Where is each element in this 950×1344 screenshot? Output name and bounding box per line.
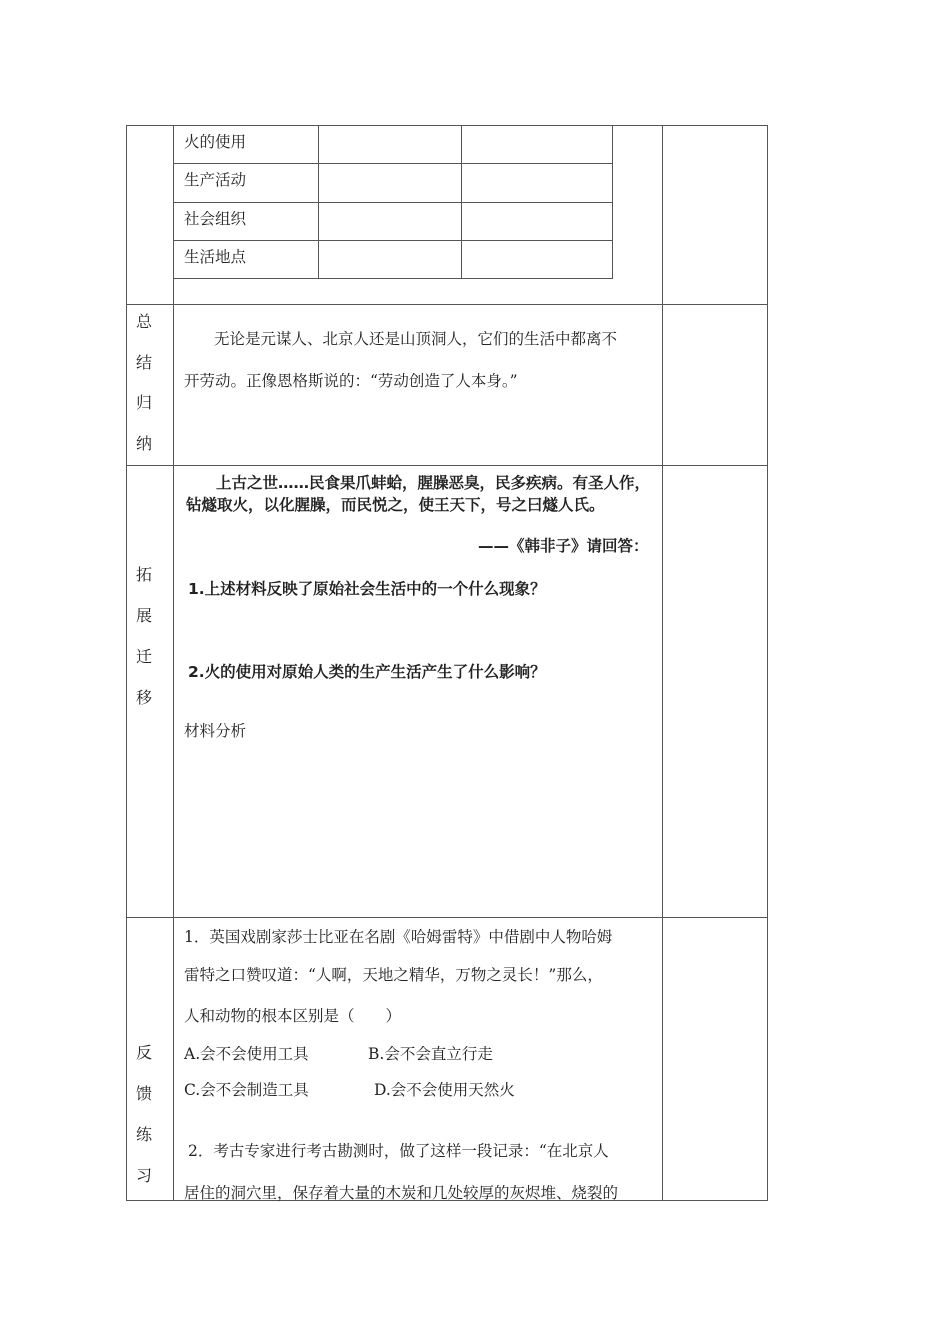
quote-line-2: 钻燧取火，以化腥臊，而民悦之，使王天下，号之曰燧人氏。	[186, 496, 605, 514]
option-a: A.会不会使用工具	[184, 1045, 309, 1063]
inner-table-bottom	[173, 278, 613, 279]
summary-line-2: 开劳动。正像恩格斯说的：“劳动创造了人本身。”	[184, 372, 518, 390]
inner-table-top	[173, 125, 613, 126]
summary-heading-char-1: 总	[135, 312, 152, 331]
summary-line-1: 无论是元谋人、北京人还是山顶洞人，它们的生活中都离不	[214, 330, 618, 348]
feedback-heading-char-3: 练	[135, 1125, 152, 1144]
outer-right-border	[767, 125, 768, 1201]
row-divider-3	[126, 917, 768, 918]
inner-row-label-society: 社会组织	[184, 210, 247, 228]
inner-col-line-2	[461, 125, 462, 279]
summary-heading-char-4: 纳	[135, 434, 152, 453]
option-c: C.会不会制造工具	[184, 1081, 309, 1099]
col-divider-left	[173, 125, 174, 1201]
summary-heading-char-3: 归	[135, 393, 152, 412]
question-2: 2.火的使用对原始人类的生产生活产生了什么影响？	[188, 663, 546, 681]
inner-col-line-3	[612, 125, 613, 279]
q2-line-2: 居住的洞穴里，保存着大量的木炭和几处较厚的灰烬堆、烧裂的	[184, 1184, 619, 1202]
feedback-heading-char-2: 馈	[135, 1084, 152, 1103]
inner-row-label-production: 生产活动	[184, 171, 247, 189]
option-d: D.会不会使用天然火	[374, 1081, 515, 1099]
analysis-label: 材料分析	[184, 722, 247, 740]
extension-heading-char-1: 拓	[135, 565, 152, 584]
inner-col-line-1	[318, 125, 319, 279]
q1-line-2: 雷特之口赞叹道：“人啊，天地之精华，万物之灵长！”那么，	[184, 966, 603, 984]
inner-row-line-3	[173, 240, 613, 241]
q1-line-1: 1．英国戏剧家莎士比亚在名剧《哈姆雷特》中借剧中人物哈姆	[184, 928, 613, 946]
q1-line-3: 人和动物的根本区别是（ ）	[184, 1007, 402, 1025]
extension-heading-char-4: 移	[135, 688, 152, 707]
outer-left-border	[126, 125, 127, 1201]
inner-row-label-residence: 生活地点	[184, 248, 247, 266]
col-divider-right	[662, 125, 663, 1201]
feedback-heading-char-1: 反	[135, 1043, 152, 1062]
row-divider-1	[126, 304, 768, 305]
quote-source: ——《韩非子》请回答：	[478, 537, 649, 555]
feedback-heading-char-4: 习	[135, 1166, 152, 1185]
extension-heading-char-3: 迁	[135, 647, 152, 666]
quote-line-1: 上古之世……民食果爪蚌蛤，腥臊恶臭，民多疾病。有圣人作，	[216, 474, 651, 492]
q2-line-1: 2．考古专家进行考古勘测时，做了这样一段记录：“在北京人	[188, 1142, 609, 1160]
inner-row-line-2	[173, 202, 613, 203]
question-1: 1.上述材料反映了原始社会生活中的一个什么现象？	[188, 580, 546, 598]
extension-heading-char-2: 展	[135, 606, 152, 625]
inner-row-label-fire: 火的使用	[184, 133, 247, 151]
row-divider-2	[126, 465, 768, 466]
inner-row-line-1	[173, 163, 613, 164]
summary-heading-char-2: 结	[135, 353, 152, 372]
option-b: B.会不会直立行走	[368, 1045, 493, 1063]
